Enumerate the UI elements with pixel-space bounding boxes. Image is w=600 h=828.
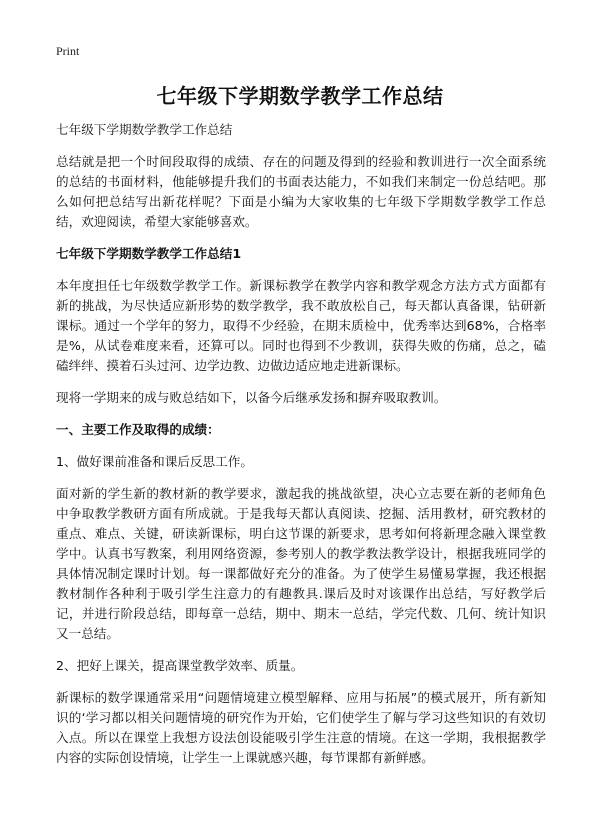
item-1-heading: 1、做好课前准备和课后反思工作。 bbox=[56, 454, 253, 469]
paragraph-1: 本年度担任七年级数学教学工作。新课标教学在教学内容和教学观念方法方式方面都有新的挑战，为尽快适应新形势的数学教学，我不敢放松自己，每天都认真备课，钻研新课标。通过一个学年的努力，取得不少经验，在期末质检中，优秀率达到68%，合格率是%，从试卷难度来看，还算可以。同时也得到不少教训，获得失败的伤痛，总之，磕磕绊绊、摸着石头过河、边学边教、边做边适应地走进新课标。 bbox=[56, 278, 546, 373]
paragraph-3: 面对新的学生新的教材新的教学要求，激起我的挑战欲望，决心立志要在新的老师角色中争取教学教研方面有所成就。于是我每天都认真阅读、挖掘、活用教材，研究教材的重点、难点、关键，研读新课标，明白这节课的新要求，思考如何将新理念融入课堂教学中。认真书写教案，利用网络资源，参考别人的教学教法教学设计，根据我班同学的具体情况制定课时计划。每一课都做好充分的准备。为了使学生易懂易掌握，我还根据教材制作各种利于吸引学生注意力的有趣教具.课后及时对该课作出总结，写好教学后记，并进行阶段总结，即每章一总结，期中、期末一总结，学完代数、几何、统计知识又一总结。 bbox=[56, 486, 546, 641]
section-heading: 七年级下学期数学教学工作总结1 bbox=[56, 246, 242, 261]
main-work-heading: 一、主要工作及取得的成绩： bbox=[56, 422, 220, 437]
page-title: 七年级下学期数学教学工作总结 bbox=[156, 84, 444, 108]
document-body bbox=[56, 120, 546, 780]
intro-paragraph: 总结就是把一个时间段取得的成绩、存在的问题及得到的经验和教训进行一次全面系统的总结的书面材料，他能够提升我们的书面表达能力，不如我们来制定一份总结吧。那么如何把总结写出新花样呢？下面是小编为大家收集的七年级下学期数学教学工作总结，欢迎阅读，希望大家能够喜欢。 bbox=[56, 154, 546, 229]
item-2-heading: 2、把好上课关，提高课堂教学效率、质量。 bbox=[56, 658, 304, 673]
document-subtitle: 七年级下学期数学教学工作总结 bbox=[56, 122, 233, 137]
paragraph-4: 新课标的数学课通常采用“问题情境建立模型解释、应用与拓展”的模式展开，所有新知识的‘学习都以相关问题情境的研究作为开始，它们使学生了解与学习这些知识的有效切入点。所以在课堂上我想方设法创设能吸引学生注意的情境。在这一学期，我根据教学内容的实际创设情境，让学生一上课就感兴趣，每节课都有新鲜感。 bbox=[56, 690, 546, 765]
print-link[interactable]: Print bbox=[56, 44, 80, 58]
paragraph-2: 现将一学期来的成与败总结如下，以备今后继承发扬和摒弃吸取教训。 bbox=[56, 390, 447, 405]
